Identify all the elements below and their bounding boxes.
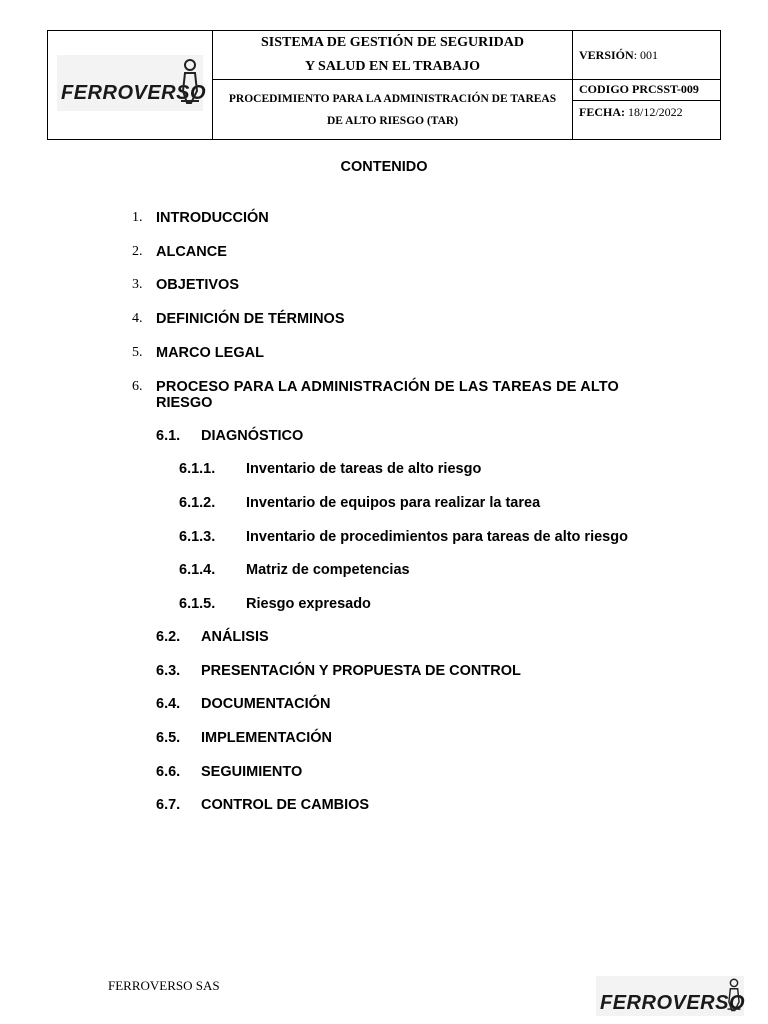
toc-item: Riesgo expresado	[246, 596, 371, 612]
date-field: FECHA: 18/12/2022	[579, 105, 683, 119]
toc-number: 6.2.	[156, 629, 181, 645]
toc-item: DOCUMENTACIÓN	[201, 696, 331, 712]
toc-item: Inventario de equipos para realizar la tarea	[246, 495, 541, 511]
toc-item: Inventario de procedimientos para tareas de alto riesgo	[246, 529, 628, 545]
toc-number: 6.1.3.	[179, 529, 216, 545]
toc-number: 5.	[132, 345, 143, 360]
toc-number: 6.1.	[156, 428, 181, 444]
toc-number: 6.7.	[156, 797, 181, 813]
toc-number: 6.1.4.	[179, 562, 216, 578]
footer-logo: FERROVERSO	[596, 976, 744, 1016]
contents-title: CONTENIDO	[340, 159, 428, 175]
toc-item: PRESENTACIÓN Y PROPUESTA DE CONTROL	[201, 663, 521, 679]
toc-item: ALCANCE	[156, 244, 227, 260]
toc-item: PROCESO PARA LA ADMINISTRACIÓN DE LAS TAREAS DE ALTO	[156, 379, 619, 395]
version-cell: VERSIÓN: 001	[573, 31, 721, 80]
toc-number: 6.	[132, 379, 143, 394]
toc-item: OBJETIVOS	[156, 277, 239, 293]
ferroverso-logo: FERROVERSO	[57, 55, 203, 111]
toc-number: 6.3.	[156, 663, 181, 679]
toc-number: 6.1.5.	[179, 596, 216, 612]
toc-number: 6.4.	[156, 696, 181, 712]
toc-number: 3.	[132, 277, 143, 292]
welder-icon	[179, 57, 201, 109]
toc-number: 1.	[132, 210, 143, 225]
toc-number: 4.	[132, 311, 143, 326]
procedure-title: PROCEDIMIENTO PARA LA ADMINISTRACIÓN DE TAREAS DE ALTO RIESGO (TAR)	[213, 80, 573, 140]
logo-cell	[48, 31, 213, 140]
toc-item: Inventario de tareas de alto riesgo	[246, 461, 482, 477]
code-field: CODIGO PRCSST-009	[573, 80, 720, 101]
toc-item-continued: RIESGO	[156, 395, 213, 411]
footer-company: FERROVERSO SAS	[108, 978, 220, 993]
document-header	[47, 30, 721, 140]
toc-number: 6.1.2.	[179, 495, 216, 511]
toc-item: ANÁLISIS	[201, 629, 269, 645]
toc-item: INTRODUCCIÓN	[156, 210, 269, 226]
toc-item: MARCO LEGAL	[156, 345, 264, 361]
toc-number: 6.6.	[156, 764, 181, 780]
toc-item: CONTROL DE CAMBIOS	[201, 797, 370, 813]
toc-item: Matriz de competencias	[246, 562, 410, 578]
welder-icon	[726, 977, 742, 1015]
toc-number: 2.	[132, 244, 143, 259]
code-date-cell	[573, 80, 721, 140]
toc-number: 6.5.	[156, 730, 181, 746]
toc-item: DIAGNÓSTICO	[201, 428, 304, 444]
toc-item: IMPLEMENTACIÓN	[201, 730, 333, 746]
toc-number: 6.1.1.	[179, 461, 216, 477]
system-title: SISTEMA DE GESTIÓN DE SEGURIDAD Y SALUD EN EL TRABAJO	[213, 31, 573, 80]
toc-item: SEGUIMIENTO	[201, 764, 303, 780]
toc-item: DEFINICIÓN DE TÉRMINOS	[156, 311, 345, 327]
